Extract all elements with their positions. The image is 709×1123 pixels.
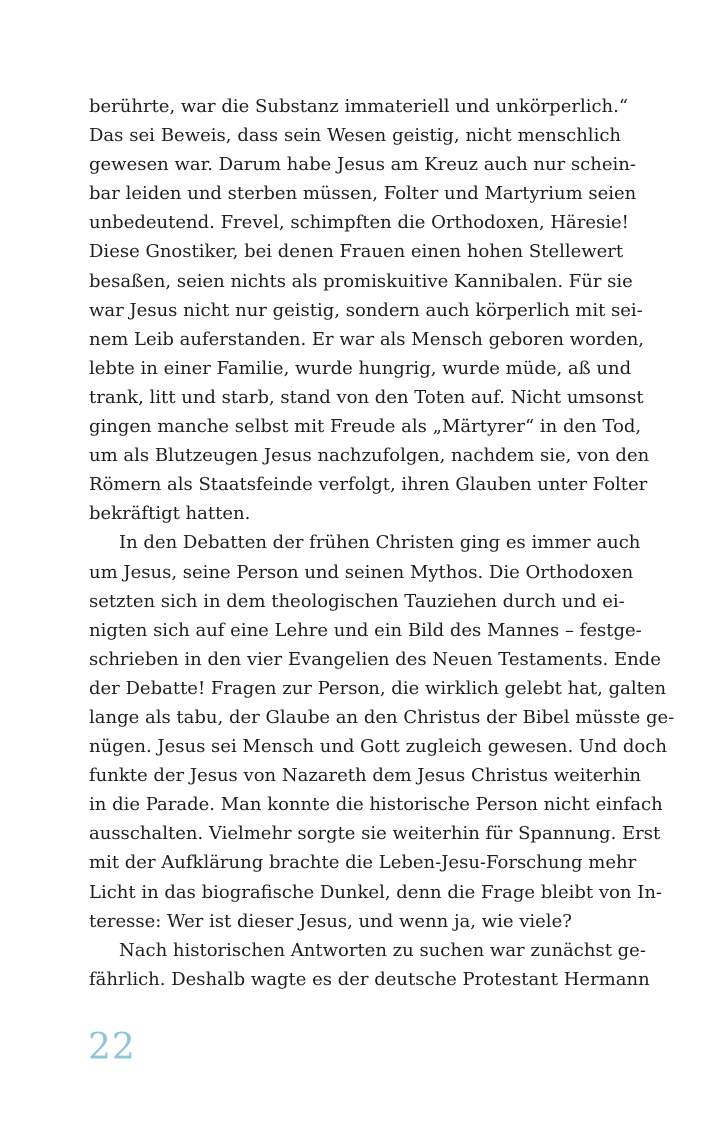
text-line: nügen. Jesus sei Mensch und Gott zugleich gewesen. Und doch — [89, 736, 667, 758]
text-line: Römern als Staatsfeinde verfolgt, ihren Glauben unter Folter — [89, 474, 648, 496]
text-line: um Jesus, seine Person und seinen Mythos. Die Orthodoxen — [89, 561, 634, 583]
text-line: berührte, war die Substanz immateriell und unkörperlich.“ — [89, 96, 629, 117]
text-line: lebte in einer Familie, wurde hungrig, wurde müde, aß und — [89, 357, 632, 379]
text-line: war Jesus nicht nur geistig, sondern auch körperlich mit sei- — [89, 299, 643, 321]
paragraph-start-line: In den Debatten der frühen Christen ging es immer auch — [119, 532, 641, 554]
text-line: bar leiden und sterben müssen, Folter und Martyrium seien — [89, 183, 637, 205]
text-line: gingen manche selbst mit Freude als „Märtyrer“ in den Tod, — [89, 416, 642, 438]
text-line: ausschalten. Vielmehr sorgte sie weiterhin für Spannung. Erst — [89, 823, 661, 845]
text-line: schrieben in den vier Evangelien des Neuen Testaments. Ende — [89, 648, 661, 670]
text-line: fährlich. Deshalb wagte es der deutsche Protestant Hermann — [89, 968, 650, 990]
text-line: gewesen war. Darum habe Jesus am Kreuz auch nur schein- — [89, 154, 636, 176]
text-line: setzten sich in dem theologischen Tauziehen durch und ei- — [89, 590, 625, 612]
text-line: trank, litt und starb, stand von den Toten auf. Nicht umsonst — [89, 386, 644, 408]
text-line: der Debatte! Fragen zur Person, die wirklich gelebt hat, galten — [89, 677, 667, 699]
text-line: um als Blutzeugen Jesus nachzufolgen, nachdem sie, von den — [89, 445, 650, 467]
text-line: lange als tabu, der Glaube an den Christus der Bibel müsste ge- — [89, 706, 675, 728]
text-line: besaßen, seien nichts als promiskuitive Kannibalen. Für sie — [89, 270, 633, 292]
text-line: nigten sich auf eine Lehre und ein Bild des Mannes – festge- — [89, 619, 642, 641]
body-text — [89, 92, 675, 994]
paragraph-end-line: bekräftigt hatten. — [89, 503, 251, 525]
text-line: unbedeutend. Frevel, schimpften die Orthodoxen, Häresie! — [89, 212, 629, 234]
text-line: Licht in das biografische Dunkel, denn die Frage bleibt von In- — [89, 881, 662, 903]
text-line: funkte der Jesus von Nazareth dem Jesus Christus weiterhin — [89, 765, 641, 787]
text-line: nem Leib auferstanden. Er war als Mensch geboren worden, — [89, 328, 645, 350]
text-line: mit der Aufklärung brachte die Leben-Jesu-Forschung mehr — [89, 852, 637, 874]
text-line: Diese Gnostiker, bei denen Frauen einen hohen Stellewert — [89, 241, 624, 263]
page-number: 22 — [88, 1027, 136, 1068]
text-line: in die Parade. Man konnte die historische Person nicht einfach — [89, 794, 663, 816]
paragraph-end-line: teresse: Wer ist dieser Jesus, und wenn ja, wie viele? — [89, 910, 572, 932]
paragraph-start-line: Nach historischen Antworten zu suchen war zunächst ge- — [119, 939, 646, 961]
text-line: Das sei Beweis, dass sein Wesen geistig, nicht menschlich — [89, 125, 621, 147]
